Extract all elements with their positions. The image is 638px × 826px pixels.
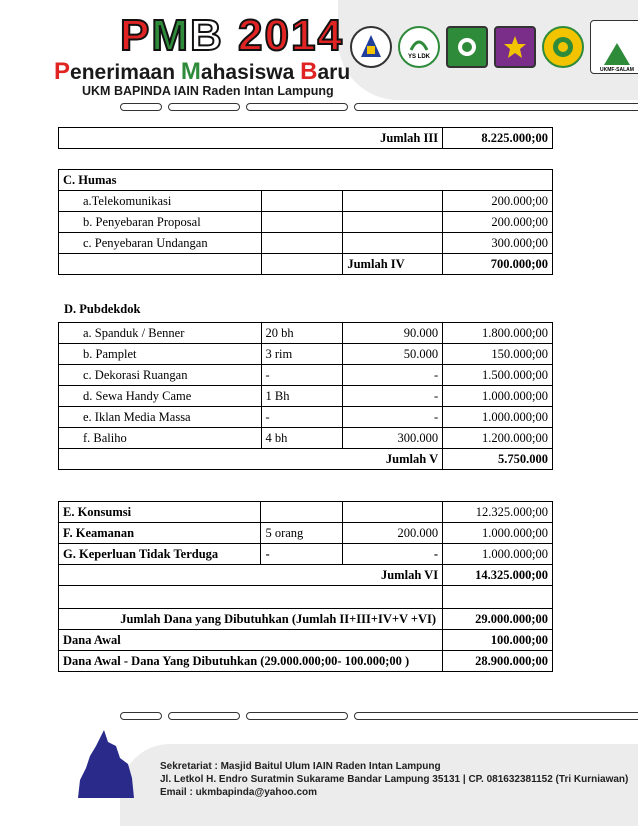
qty-cell [261,233,343,254]
jumlah-3-table [58,127,553,149]
empty-cell [443,586,553,609]
item-cell: d. Sewa Handy Came [59,386,262,407]
initial-label: Dana Awal [59,630,443,651]
item-cell: e. Iklan Media Massa [59,407,262,428]
humas-sum-label: Jumlah IV [343,254,443,275]
qty-cell: - [261,544,343,565]
table-row [59,523,553,544]
diff-label: Dana Awal - Dana Yang Dibutuhkan (29.000.000;00- 100.000;00 ) [59,651,443,672]
table-row [59,191,553,212]
footer-line-1: Sekretariat : Masjid Baitul Ulum IAIN Raden Intan Lampung [160,761,441,772]
tagline-rest-2: ahasiswa [200,61,301,84]
iain-logo-icon [350,26,392,68]
total-cell: 1.500.000;00 [443,365,553,386]
price-cell: 90.000 [343,323,443,344]
qty-cell [261,212,343,233]
table-row [59,449,553,470]
pmb-letter-m: M [151,11,191,60]
table-row [59,344,553,365]
total-cell: 1.000.000;00 [443,407,553,428]
table-row [59,212,553,233]
tagline-rest-3: aru [317,61,351,84]
qty-cell: 1 Bh [261,386,343,407]
footer-address [160,760,628,799]
table-row [59,428,553,449]
purple-emblem-icon [494,26,536,68]
qty-cell: - [261,407,343,428]
price-cell: 200.000 [343,523,443,544]
table-row [59,323,553,344]
table-row [59,630,553,651]
table-row [59,170,553,191]
pmb-logo-text [120,11,344,60]
total-cell: 200.000;00 [443,212,553,233]
ukmf-salam-label: UKMF-SALAM [600,67,634,73]
total-cell: 1.200.000;00 [443,428,553,449]
empty-cell [59,254,262,275]
price-cell [343,212,443,233]
divider-pill [354,103,638,111]
item-cell: F. Keamanan [59,523,261,544]
divider-pill [354,712,638,720]
tagline [54,58,350,86]
qty-cell: 3 rim [261,344,343,365]
pmb-letter-b: B [190,11,224,60]
qty-cell: - [261,365,343,386]
qty-cell: 5 orang [261,523,343,544]
divider-pill [168,712,240,720]
qty-cell: 20 bh [261,323,343,344]
divider-pill [168,103,240,111]
pubdekdok-sum-label: Jumlah V [59,449,443,470]
humas-table [58,169,553,275]
empty-cell [59,586,443,609]
jumlah-3-label: Jumlah III [59,128,443,149]
price-cell: - [343,386,443,407]
total-cell: 1.000.000;00 [443,386,553,407]
empty-cell [261,254,343,275]
footer-line-3: Email : ukmbapinda@yahoo.com [160,787,318,798]
table-row [59,407,553,428]
divider-pill [120,103,162,111]
jumlah-3-value: 8.225.000;00 [443,128,553,149]
table-row [59,565,553,586]
price-cell: - [343,407,443,428]
total-cell: 1.800.000;00 [443,323,553,344]
total-cell: 1.000.000;00 [443,544,553,565]
divider-pill [246,712,348,720]
item-cell: c. Dekorasi Ruangan [59,365,262,386]
price-cell [343,502,443,523]
tagline-cap-3: B [300,58,318,85]
final-table [58,501,553,672]
humas-title: C. Humas [59,170,553,191]
item-cell: b. Pamplet [59,344,262,365]
item-cell: c. Penyebaran Undangan [59,233,262,254]
qty-cell: 4 bh [261,428,343,449]
price-cell [343,233,443,254]
table-row [59,233,553,254]
pubdekdok-sum-value: 5.750.000 [443,449,553,470]
price-cell: - [343,365,443,386]
total-cell: 150.000;00 [443,344,553,365]
tagline-cap-2: M [180,58,201,85]
table-row [59,651,553,672]
table-row [59,544,553,565]
qty-cell [261,502,343,523]
total-cell: 1.000.000;00 [443,523,553,544]
needed-label: Jumlah Dana yang Dibutuhkan (Jumlah II+III+IV+V +VI) [59,609,443,630]
price-cell: 50.000 [343,344,443,365]
bottom-divider [120,712,638,720]
pmb-year: 2014 [238,11,344,60]
tagline-rest-1: enerimaan [70,61,181,84]
initial-value: 100.000;00 [443,630,553,651]
price-cell [343,191,443,212]
table-row [59,386,553,407]
final-sum-value: 14.325.000;00 [443,565,553,586]
item-cell: a. Spanduk / Benner [59,323,262,344]
pmb-letter-p: P [120,11,152,60]
ukmf-salam-logo-icon [590,20,638,74]
table-row [59,586,553,609]
diff-value: 28.900.000;00 [443,651,553,672]
needed-value: 29.000.000;00 [443,609,553,630]
logo-strip [350,20,638,74]
yellow-seal-icon [542,26,584,68]
top-divider [120,103,638,111]
humas-sum-value: 700.000;00 [443,254,553,275]
divider-pill [120,712,162,720]
price-cell: 300.000 [343,428,443,449]
ldk-logo-icon [398,26,440,68]
total-cell: 12.325.000;00 [443,502,553,523]
pubdekdok-title: D. Pubdekdok [64,302,141,316]
table-row [59,609,553,630]
table-row [59,502,553,523]
pubdekdok-table [58,322,553,470]
table-row [59,365,553,386]
item-cell: G. Keperluan Tidak Terduga [59,544,261,565]
table-row [59,128,553,149]
mosque-silhouette-icon [76,728,136,805]
item-cell: b. Penyebaran Proposal [59,212,262,233]
tagline-cap-1: P [54,58,71,85]
header-subtitle: UKM BAPINDA IAIN Raden Intan Lampung [82,84,334,98]
final-sum-label: Jumlah VI [59,565,443,586]
item-cell: f. Baliho [59,428,262,449]
green-emblem-icon [446,26,488,68]
total-cell: 300.000;00 [443,233,553,254]
page-header [0,0,638,104]
ldk-logo-label: YS LDK [407,54,430,60]
item-cell: a.Telekomunikasi [59,191,262,212]
total-cell: 200.000;00 [443,191,553,212]
price-cell: - [343,544,443,565]
footer-line-2: Jl. Letkol H. Endro Suratmin Sukarame Bandar Lampung 35131 | CP. 081632381152 (Tri Kurniawan) [160,774,629,785]
item-cell: E. Konsumsi [59,502,261,523]
table-row [59,254,553,275]
qty-cell [261,191,343,212]
divider-pill [246,103,348,111]
